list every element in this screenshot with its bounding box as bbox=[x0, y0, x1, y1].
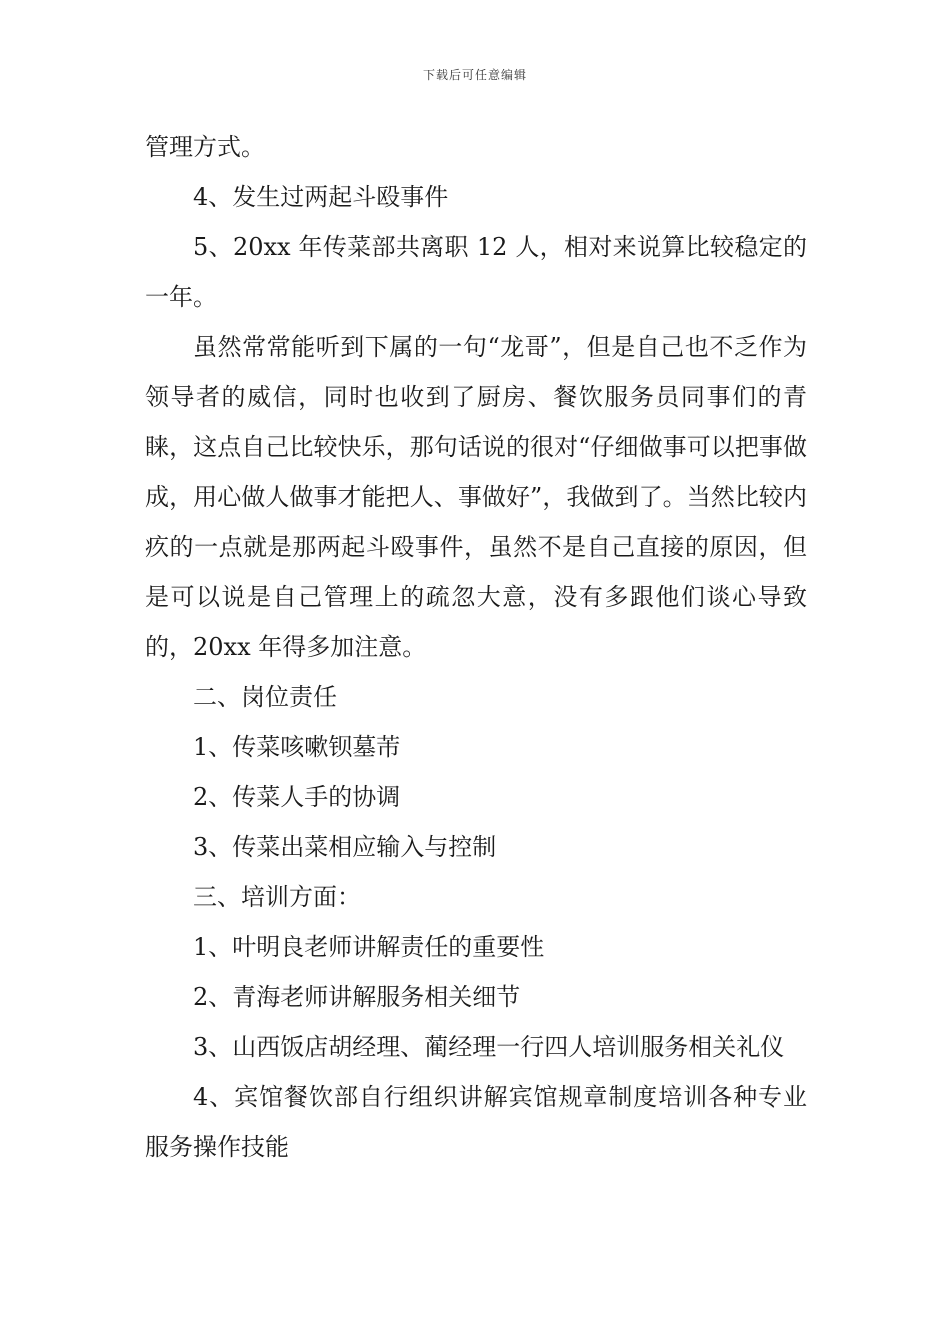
section-heading: 二、岗位责任 bbox=[193, 683, 337, 711]
list-item: 1、传菜咳嗽钡墓芾 bbox=[193, 733, 401, 761]
list-item: 1、叶明良老师讲解责任的重要性 bbox=[193, 933, 545, 961]
list-item: 4、宾馆餐饮部自行组织讲解宾馆规章制度培训各种专业服务操作技能 bbox=[145, 1083, 807, 1161]
paragraph: 管理方式。 bbox=[145, 133, 265, 161]
list-item: 3、传菜出菜相应输入与控制 bbox=[193, 833, 497, 861]
paragraph: 5、20xx 年传菜部共离职 12 人，相对来说算比较稳定的一年。 bbox=[145, 233, 807, 311]
paragraph: 4、发生过两起斗殴事件 bbox=[193, 183, 449, 211]
list-item: 2、青海老师讲解服务相关细节 bbox=[193, 983, 521, 1011]
page-header-note: 下载后可任意编辑 bbox=[422, 68, 527, 82]
list-item: 2、传菜人手的协调 bbox=[193, 783, 401, 811]
document-body bbox=[145, 122, 807, 1172]
section-heading: 三、培训方面： bbox=[193, 883, 361, 911]
paragraph: 虽然常常能听到下属的一句“龙哥”，但是自己也不乏作为领导者的威信，同时也收到了厨房、餐饮服务员同事们的青睐，这点自己比较快乐，那句话说的很对“仔细做事可以把事做成，用心做人做事才能把人、事做好”，我做到了。当然比较内疚的一点就是那两起斗殴事件，虽然不是自己直接的原因，但是可以说是自己管理上的疏忽大意，没有多跟他们谈心导致的，20xx 年得多加注意。 bbox=[145, 333, 807, 661]
list-item: 3、山西饭店胡经理、蔺经理一行四人培训服务相关礼仪 bbox=[193, 1033, 785, 1061]
